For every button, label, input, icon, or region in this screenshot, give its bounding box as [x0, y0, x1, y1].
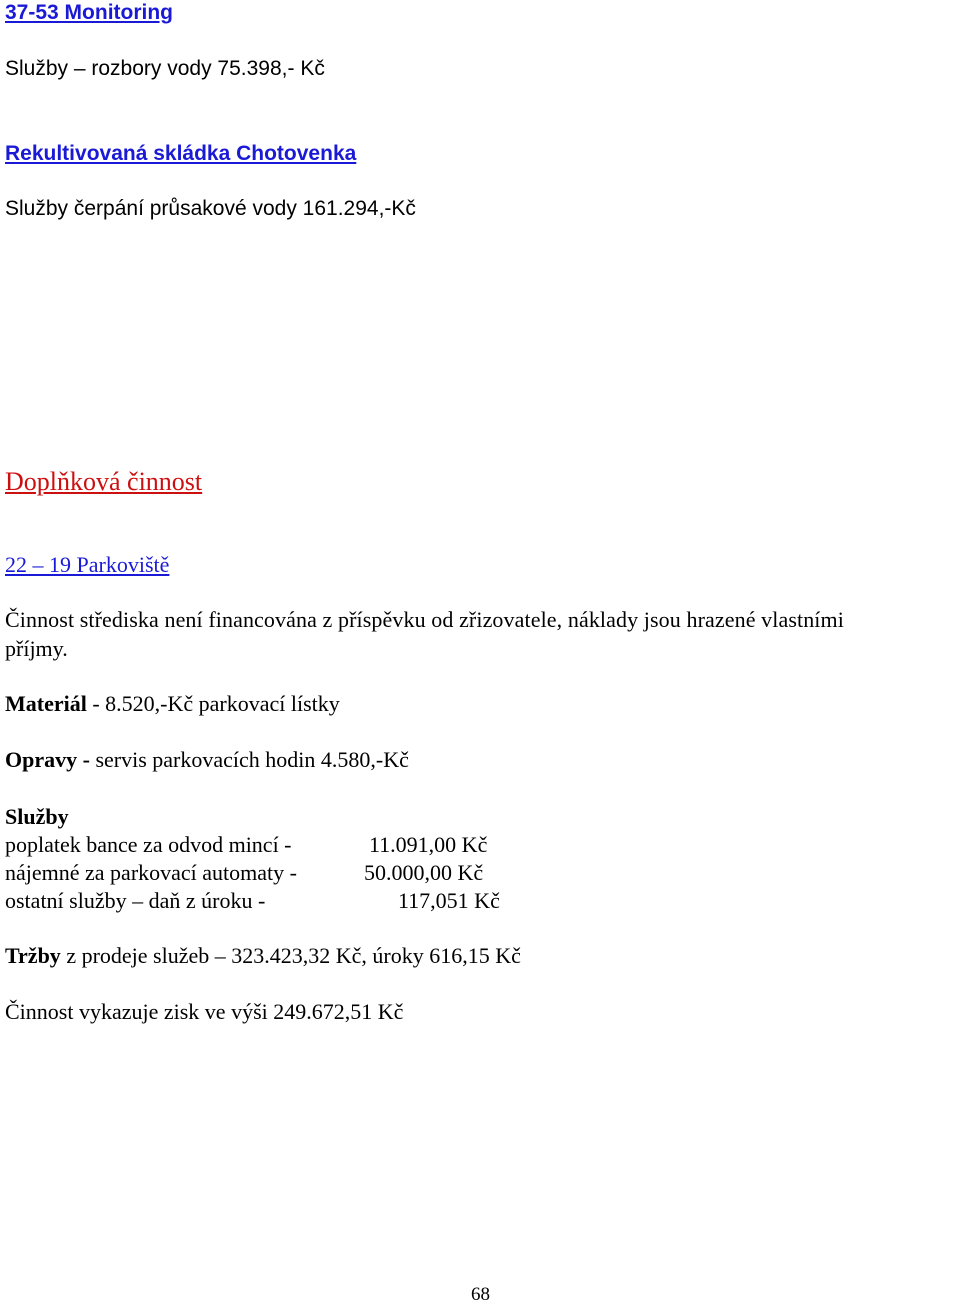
material-label: Materiál [5, 691, 87, 716]
intro-line-1: Činnost střediska není financována z příspěvku od zřizovatele, náklady jsou hrazené vlastními [5, 607, 844, 632]
intro-line-2: příjmy. [5, 636, 68, 661]
landfill-title[interactable]: Rekultivovaná skládka Chotovenka [5, 142, 357, 165]
repairs-line [5, 747, 409, 773]
services-row-name: nájemné za parkovací automaty - [5, 860, 297, 885]
material-line [5, 691, 340, 717]
landfill-services-line: Služby čerpání průsakové vody 161.294,-Kč [5, 197, 416, 220]
monitoring-title[interactable]: 37-53 Monitoring [5, 1, 174, 24]
page-number: 68 [471, 1284, 490, 1305]
services-row-amount: 50.000,00 Kč [364, 860, 484, 885]
supplementary-activity-heading: Doplňková činnost [5, 467, 203, 496]
services-label [5, 804, 69, 830]
services-row-amount: 11.091,00 Kč [369, 832, 488, 857]
material-text: - 8.520,-Kč parkovací lístky [86, 691, 340, 716]
services-row-name: ostatní služby – daň z úroku - [5, 888, 266, 913]
revenue-label: Tržby [5, 943, 61, 968]
revenue-line [5, 943, 521, 969]
parking-subheading[interactable]: 22 – 19 Parkoviště [5, 552, 170, 577]
repairs-label: Opravy - [5, 747, 90, 772]
services-row-name: poplatek bance za odvod mincí - [5, 832, 292, 857]
monitoring-services-line: Služby – rozbory vody 75.398,- Kč [5, 57, 325, 80]
services-row-amount: 117,051 Kč [398, 888, 500, 913]
repairs-text: servis parkovacích hodin 4.580,-Kč [89, 747, 409, 772]
revenue-text: z prodeje služeb – 323.423,32 Kč, úroky 616,15 Kč [60, 943, 521, 968]
profit-line: Činnost vykazuje zisk ve výši 249.672,51 Kč [5, 999, 404, 1024]
services-label-text: Služby [5, 804, 69, 829]
